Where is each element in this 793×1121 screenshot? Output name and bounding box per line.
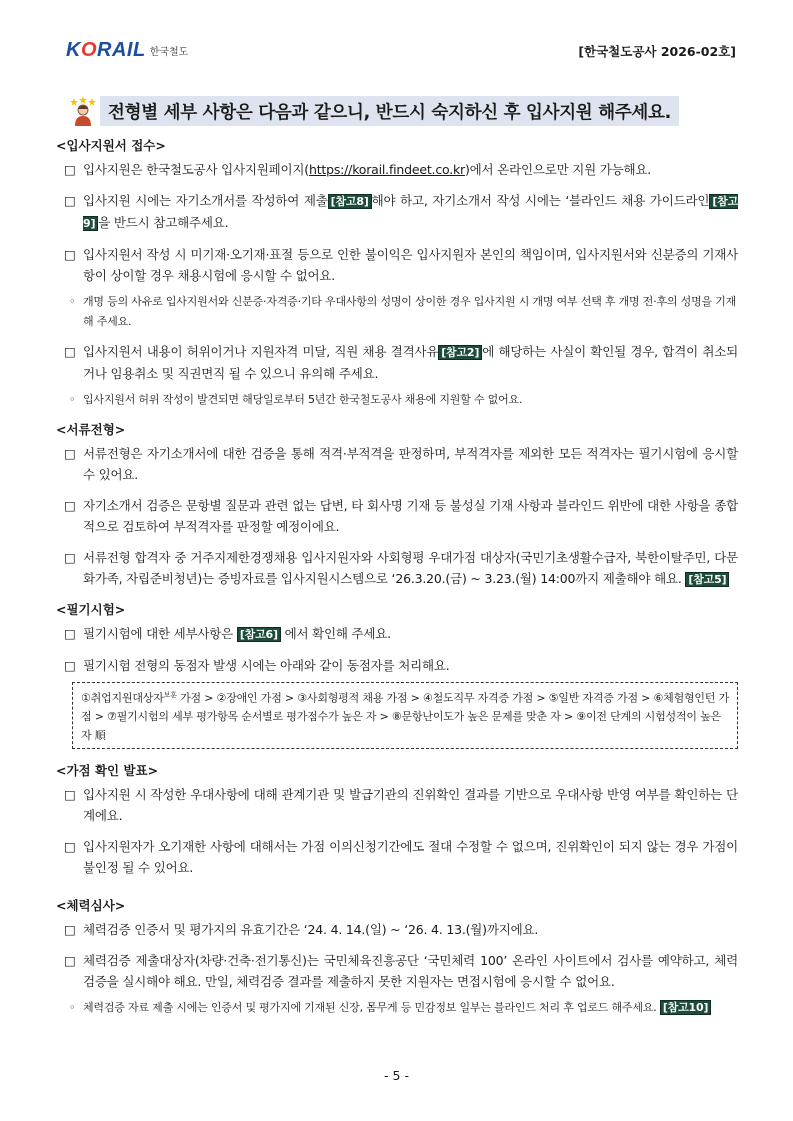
list-item: □ 체력검증 제출대상자(차량·건축·전기통신)는 국민체육진흥공단 ‘국민체력 100’ 온라인 사이트에서 검사를 예약하고, 체력검증을 실시해야 해요. 만일, 체력검증 결과를 제출하지 못한 지원자는 면접시험에 응시할 수 없어요. (56, 950, 738, 992)
checkbox-bullet-icon: □ (64, 839, 76, 855)
list-item: □ 입사지원 시에는 자기소개서를 작성하여 제출 [참고8] 해야 하고, 자기소개서 작성 시에는 ‘블라인드 채용 가이드라인 [참고9] 을 반드시 참고해주세요. (56, 190, 738, 234)
korail-logo (66, 38, 188, 62)
sub-item: ◦ 개명 등의 사유로 입사지원서와 신분증·자격증·기타 우대사항의 성명이 상이한 경우 입사지원 시 개명 여부 선택 후 개명 전·후의 성명을 기재해 주세요. (56, 292, 738, 331)
list-item: □ 입사지원 시 작성한 우대사항에 대해 관계기관 및 발급기관의 진위확인 결과를 기반으로 우대사항 반영 여부를 확인하는 단계에요. (56, 784, 738, 826)
reference-tag: [참고6] (237, 627, 281, 642)
list-item: □ 입사지원서 내용이 허위이거나 지원자격 미달, 직원 채용 결격사유 [참고2] 에 해당하는 사실이 확인될 경우, 합격이 취소되거나 임용취소 및 직권면직 될 수 있으니 유의해 주세요. (56, 341, 738, 384)
title-box (100, 96, 679, 126)
checkbox-bullet-icon: □ (64, 625, 76, 641)
list-item: □ 서류전형은 자기소개서에 대한 검증을 통해 적격·부적격을 판정하며, 부적격자를 제외한 모든 적격자는 필기시험에 응시할 수 있어요. (56, 443, 738, 485)
section-heading-document: <서류전형> (56, 421, 126, 437)
sub-item: ◦ 입사지원서 허위 작성이 발견되면 해당일로부터 5년간 한국철도공사 채용에 지원할 수 없어요. (56, 390, 738, 410)
reference-tag: [참고9] (83, 195, 738, 230)
title-banner (70, 96, 735, 126)
list-item: □ 필기시험에 대한 세부사항은 [참고6] 에서 확인해 주세요. (56, 623, 738, 645)
checkbox-bullet-icon: □ (64, 162, 76, 177)
tie-break-rules-box: ①취업지원대상자$^{보훈}$ 가점 > ②장애인 가점 > ③사회형평적 채용 가점 > ④철도직무 자격증 가점 > ⑤일반 자격증 가점 > ⑥체험형인턴 가점 > ⑦필기시험의 세부 평가항목 순서별로 평가점수가 높은 자 > ⑧문항난이도가 높은 문제를 맞춘 자 > ⑨이전 단계의 시험성적이 높은 자 順 (72, 682, 738, 750)
checkbox-bullet-icon: □ (64, 953, 76, 969)
list-item: □ 입사지원서 작성 시 미기재·오기재·표절 등으로 인한 불이익은 입사지원자 본인의 책임이며, 입사지원서와 신분증의 기재사항이 상이할 경우 채용시험에 응시할 수 없어요. (56, 244, 738, 286)
list-item: □ 필기시험 전형의 동점자 발생 시에는 아래와 같이 동점자를 처리해요. (56, 655, 738, 676)
apply-site-link[interactable]: https://korail.findeet.co.kr (308, 162, 465, 177)
reference-tag: [참고2] (438, 345, 482, 360)
page-title: 전형별 세부 사항은 다음과 같으니, 반드시 숙지하신 후 입사지원 해주세요. (108, 102, 671, 123)
circle-bullet-icon: ◦ (69, 295, 76, 308)
checkbox-bullet-icon: □ (64, 445, 76, 461)
checkbox-bullet-icon: □ (64, 344, 76, 359)
person-icon (70, 96, 96, 126)
section-heading-fitness: <체력심사> (56, 898, 126, 914)
list-item: □ 서류전형 합격자 중 거주지제한경쟁채용 입사지원자와 사회형평 우대가점 대상자(국민기초생활수급자, 북한이탈주민, 다문화가족, 자립준비청년)는 증빙자료를 입사지원시스템으로 ‘26.3.20.(금) ~ 3.23.(월) 14:00까지 제출해야 해요. [참고5] (56, 547, 738, 590)
document-body (56, 136, 738, 1028)
page-header (66, 38, 736, 64)
sub-item: ◦ 체력검증 자료 제출 시에는 인증서 및 평가지에 기재된 신장, 몸무게 등 민감정보 일부는 블라인드 처리 후 업로드 해주세요. [참고10] (56, 998, 738, 1018)
reference-tag: [참고10] (660, 1000, 711, 1015)
list-item: □ 입사지원은 한국철도공사 입사지원페이지(https://korail.findeet.co.kr)에서 온라인으로만 지원 가능해요. (56, 159, 738, 180)
list-item: □ 자기소개서 검증은 문항별 질문과 관련 없는 답변, 타 회사명 기재 등 불성실 기재 사항과 블라인드 위반에 대한 사항을 종합적으로 검토하여 부적격자를 판정할 예정이에요. (56, 495, 738, 537)
list-item: □ 입사지원자가 오기재한 사항에 대해서는 가점 이의신청기간에도 절대 수정할 수 없으며, 진위확인이 되지 않는 경우 가점이 불인정 될 수 있어요. (56, 836, 738, 878)
checkbox-bullet-icon: □ (64, 657, 76, 673)
page-number: - 5 - (384, 1068, 409, 1083)
reference-tag: [참고5] (685, 572, 729, 587)
circle-bullet-icon: ◦ (69, 393, 76, 406)
reference-tag: [참고8] (328, 194, 372, 209)
checkbox-bullet-icon: □ (64, 787, 76, 803)
circle-bullet-icon: ◦ (69, 1001, 76, 1015)
section-heading-apply: <입사지원서 접수> (56, 138, 166, 153)
logo-subtitle: 한국철도 (149, 46, 189, 58)
issue-number: [한국철도공사 2026-02호] (578, 44, 736, 59)
section-heading-written: <필기시험> (56, 601, 126, 617)
checkbox-bullet-icon: □ (64, 922, 76, 938)
checkbox-bullet-icon: □ (64, 247, 76, 262)
logo-wordmark: KORAIL (66, 38, 146, 61)
section-heading-bonus: <가점 확인 발표> (56, 763, 159, 779)
checkbox-bullet-icon: □ (64, 497, 76, 513)
list-item: □ 체력검증 인증서 및 평가지의 유효기간은 ‘24. 4. 14.(일) ~ ‘26. 4. 13.(월)까지에요. (56, 919, 738, 940)
checkbox-bullet-icon: □ (64, 193, 76, 208)
checkbox-bullet-icon: □ (64, 549, 76, 565)
